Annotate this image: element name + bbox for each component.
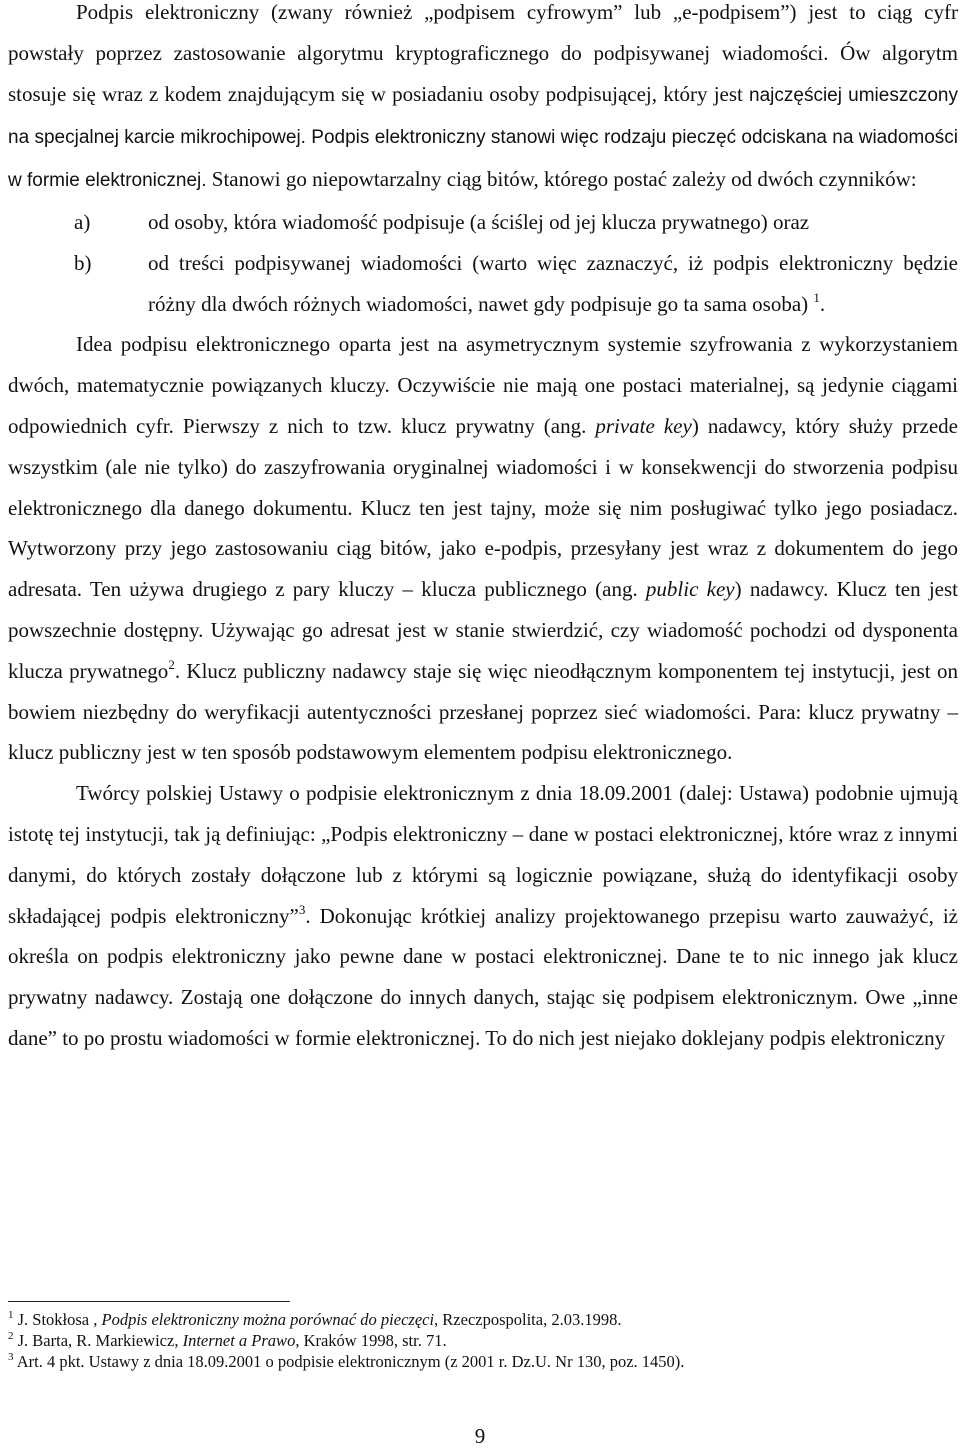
footnote-source: , Rzeczpospolita, 2.03.1998. (434, 1310, 622, 1329)
paragraph-2 (8, 324, 958, 773)
list-item-text: od osoby, która wiadomość podpisuje (a ściślej od jej klucza prywatnego) oraz (148, 209, 810, 234)
footnote-title: Internet a Prawo (182, 1331, 296, 1350)
footnote-number: 3 (8, 1351, 14, 1363)
footnote-source: , Kraków 1998, str. 71. (295, 1331, 447, 1350)
paragraph-1 (8, 0, 958, 202)
paragraph-3-text-2: . Dokonując krótkiej analizy projektowanego przepisu warto zauważyć, iż określa on podpis elektroniczny jako pewne dane w postaci elektronicznej. Dane te to nic innego jak klucz prywatny nadawcy. Zostają one dołączone do innych danych, stając się podpisem elektronicznym. Owe „inne dane” to po prostu wiadomości w formie elektronicznej. To do nich jest niejako doklejany podpis elektroniczny (8, 903, 958, 1050)
footnote-2 (8, 1330, 958, 1351)
footnotes (8, 1309, 958, 1372)
paragraph-2-text-1: Idea podpisu elektronicznego oparta jest na asymetrycznym systemie szyfrowania z wykorzystaniem dwóch, matematycznie powiązanych kluczy. Oczywiście nie mają one postaci materialnej, są jedynie ciągami odpowiednich cyfr. Pierwszy z nich to tzw. klucz prywatny (ang. (8, 332, 958, 438)
list-item (8, 243, 958, 325)
paragraph-2-text-2: ) nadawcy, który służy przede wszystkim (ale nie tylko) do zaszyfrowania oryginalnej wiadomości i w konsekwencji do stworzenia podpisu elektronicznego dla danego dokumentu. Klucz ten jest tajny, może się nim posługiwać tylko jego posiadacz. Wytworzony przy jego zastosowaniu ciąg bitów, jako e-podpis, przesyłany jest wraz z dokumentem do jego adresata. Ten używa drugiego z pary kluczy – klucza publicznego (ang. (8, 413, 958, 602)
footnote-ref-3[interactable]: 3 (298, 901, 306, 917)
term-public-key: public key (645, 577, 735, 602)
footnote-ref-1[interactable]: 1 (813, 289, 820, 305)
list-marker: b) (74, 250, 92, 275)
footnote-ref-2[interactable]: 2 (168, 656, 175, 672)
paragraph-3 (8, 773, 958, 1059)
page-number: 9 (474, 1424, 486, 1448)
list-item-text: od treści podpisywanej wiadomości (warto więc zaznaczyć, iż podpis elektroniczny będzie różny dla dwóch różnych wiadomości, nawet gdy podpisuje go ta sama osoba) (148, 250, 958, 316)
paragraph-1-text-a: Podpis elektroniczny (zwany również „podpisem cyfrowym” lub „e-podpisem”) jest to ciąg cyfr powstały poprzez zastosowanie algorytmu kryptograficznego do podpisywanej wiadomości. Ów algorytm stosuje się wraz z kodem znajdującym się w posiadaniu osoby podpisującej, który jest (8, 0, 958, 106)
footnote-text: J. Stokłosa , (13, 1310, 102, 1329)
list-item (8, 202, 958, 243)
footnote-1 (8, 1309, 958, 1330)
term-private-key: private key (595, 413, 692, 438)
footnote-3 (8, 1351, 958, 1372)
paragraph-3-text-1: Twórcy polskiej Ustawy o podpisie elektronicznym z dnia 18.09.2001 (dalej: Ustawa) podobnie ujmują istotę tej instytucji, tak ją definiując: „Podpis elektroniczny – dane w postaci elektronicznej, które wraz z innymi danymi, do których zostały dołączone lub z którymi są logicznie powiązane, służą do identyfikacji osoby składającej podpis elektroniczny” (8, 781, 958, 928)
footnote-number: 1 (8, 1309, 14, 1321)
footnote-text: J. Barta, R. Markiewicz, (13, 1331, 183, 1350)
paragraph-1-text-b: Stanowi go niepowtarzalny ciąg bitów, którego postać zależy od dwóch czynników: (206, 167, 917, 192)
paragraph-1-text-sans: najczęściej umieszczony na specjalnej karcie mikrochipowej. Podpis elektroniczny stanowi więc rodzaju pieczęć odciskana na wiadomości w formie elektronicznej. (8, 84, 958, 192)
footnote-title: Podpis elektroniczny można porównać do pieczęci (101, 1310, 435, 1329)
paragraph-2-text-4: . Klucz publiczny nadawcy staje się więc nieodłącznym komponentem tej instytucji, jest on bowiem niezbędny do weryfikacji autentyczności przesłanej poprzez sieć wiadomości. Para: klucz prywatny – klucz publiczny jest w ten sposób podstawowym elementem podpisu elektronicznego. (8, 658, 959, 765)
footnote-number: 2 (8, 1330, 14, 1342)
factor-list (8, 202, 958, 324)
paragraph-2-text-3: ) nadawcy. Klucz ten jest powszechnie dostępny. Używając go adresat jest w stanie stwierdzić, czy wiadomość pochodzi od dysponenta klucza prywatnego (8, 577, 958, 683)
list-item-end: . (819, 291, 826, 316)
list-marker: a) (74, 209, 91, 234)
footnote-text: Art. 4 pkt. Ustawy z dnia 18.09.2001 o podpisie elektronicznym (z 2001 r. Dz.U. Nr 130, poz. 1450). (13, 1352, 685, 1371)
document-page (8, 0, 958, 1059)
footnote-separator (8, 1301, 290, 1302)
